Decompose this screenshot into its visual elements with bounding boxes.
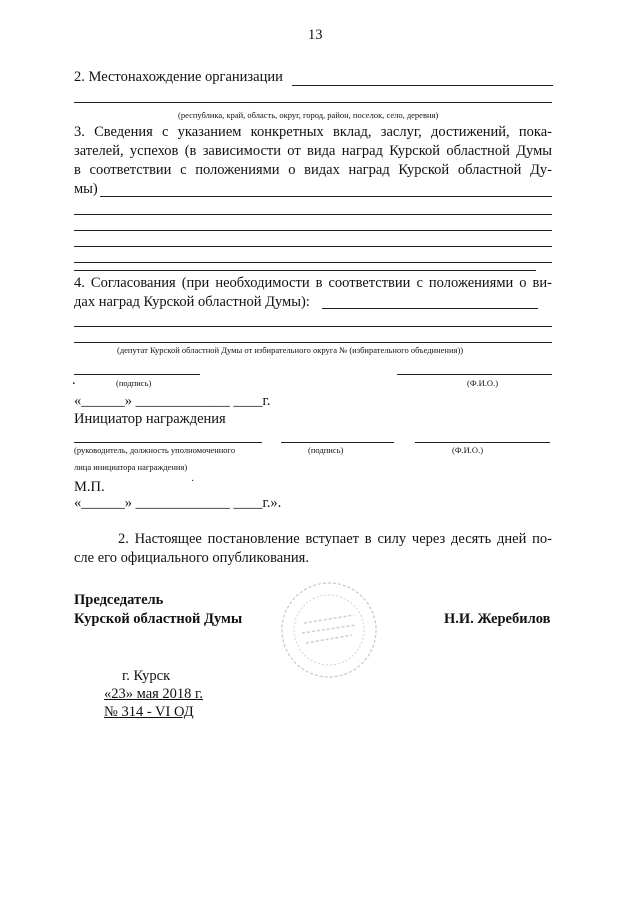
seal-place: М.П. bbox=[74, 479, 105, 495]
initiator-title: Инициатор награждения bbox=[74, 411, 226, 427]
resolution-line2: сле его официального опубликования. bbox=[74, 550, 309, 566]
initiator-fio-label: (Ф.И.О.) bbox=[452, 445, 484, 455]
page-number: 13 bbox=[308, 27, 323, 43]
initiator-date: «______» _____________ ____г.». bbox=[74, 495, 282, 511]
sign-dot: . bbox=[72, 372, 76, 388]
initiator-sign-label: (подпись) bbox=[308, 445, 344, 455]
deputy-fio-label: (Ф.И.О.) bbox=[467, 378, 499, 388]
initiator-fio-line[interactable] bbox=[415, 442, 550, 443]
achievements-line-5[interactable] bbox=[74, 262, 552, 263]
deputy-sign-label: (подпись) bbox=[116, 378, 152, 388]
initiator-signature-line[interactable] bbox=[281, 442, 394, 443]
location-field-line-2[interactable] bbox=[74, 102, 552, 103]
signer-name: Н.И. Жеребилов bbox=[444, 611, 551, 627]
approval-field-line-1[interactable] bbox=[322, 308, 538, 309]
deputy-caption: (депутат Курской областной Думы от избирательного округа № (избирательного объединения)) bbox=[117, 345, 464, 355]
initiator-role-label-2: лица инициатора награждения) bbox=[74, 462, 188, 472]
issue-number: № 314 - VI ОД bbox=[104, 704, 194, 720]
achievements-line-6[interactable] bbox=[74, 270, 536, 271]
section2-label: 2. Местонахождение организации bbox=[74, 69, 283, 85]
achievements-line-4[interactable] bbox=[74, 246, 552, 247]
section3-line4: мы) bbox=[74, 181, 98, 197]
deputy-fio-line[interactable] bbox=[397, 374, 552, 375]
achievements-line-2[interactable] bbox=[74, 214, 552, 215]
section4-line2: дах наград Курской областной Думы): bbox=[74, 294, 310, 310]
location-caption: (республика, край, область, округ, город, район, поселок, село, деревня) bbox=[178, 110, 439, 120]
approval-field-line-3[interactable] bbox=[74, 342, 552, 343]
issue-date: «23» мая 2018 г. bbox=[104, 686, 203, 702]
achievements-line-1[interactable] bbox=[100, 196, 552, 197]
section3-line1: 3. Сведения с указанием конкретных вклад, заслуг, достижений, пока- bbox=[74, 124, 552, 140]
signer-title-2: Курской областной Думы bbox=[74, 611, 243, 627]
achievements-line-3[interactable] bbox=[74, 230, 552, 231]
approval-date: «______» _____________ ____г. bbox=[74, 393, 271, 409]
deputy-signature-line[interactable] bbox=[74, 374, 200, 375]
official-seal bbox=[272, 575, 387, 685]
location-field-line-1[interactable] bbox=[292, 85, 553, 86]
issue-city: г. Курск bbox=[122, 668, 171, 684]
resolution-line1: 2. Настоящее постановление вступает в силу через десять дней по- bbox=[118, 531, 552, 547]
approval-field-line-2[interactable] bbox=[74, 326, 552, 327]
initiator-role-label-1: (руководитель, должность уполномоченного bbox=[74, 445, 236, 455]
section4-line1: 4. Согласования (при необходимости в соответствии с положениями о ви- bbox=[74, 275, 552, 291]
section3-line3: в соответствии с положениями о видах наград Курской областной Ду- bbox=[74, 162, 552, 178]
initiator-role-line[interactable] bbox=[74, 442, 262, 443]
section3-line2: зателей, успехов (в зависимости от вида наград Курской областной Думы bbox=[74, 143, 552, 159]
mark-dot: · bbox=[191, 476, 195, 487]
signer-title-1: Председатель bbox=[74, 592, 164, 608]
